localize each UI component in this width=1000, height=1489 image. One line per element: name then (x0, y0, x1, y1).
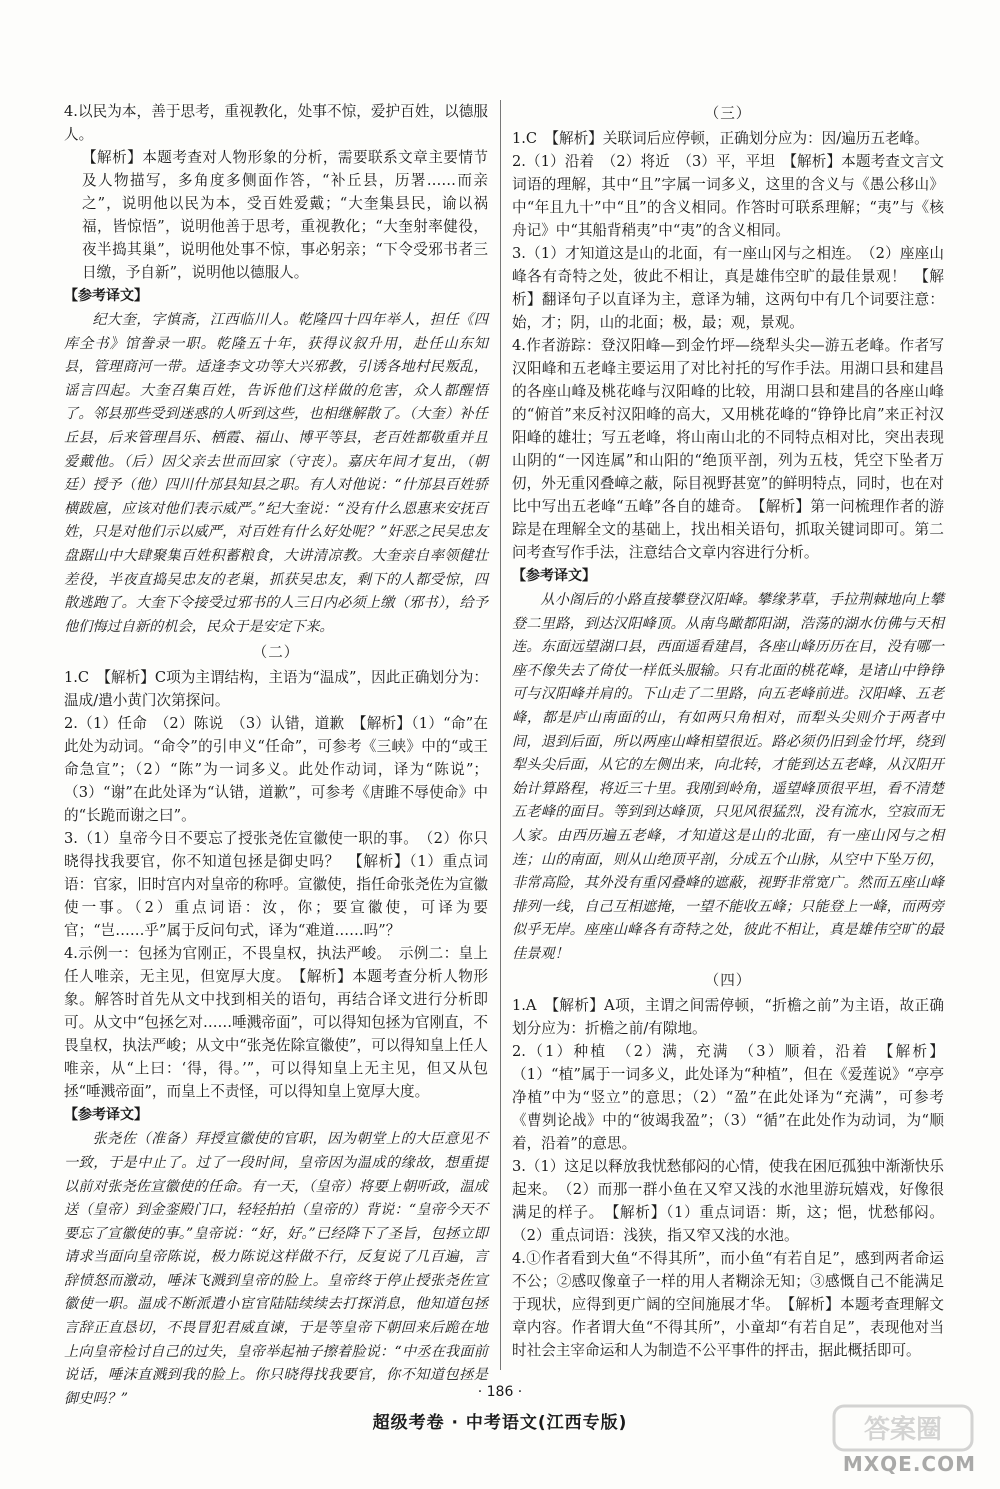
answer-item: 4.作者游踪：登汉阳峰—到金竹坪—绕犁头尖—游五老峰。作者写汉阳峰和五老峰主要运用了对比衬托的写作手法。用湖口县和建昌的各座山峰及桃花峰与汉阳峰的比较，用湖口县和建昌的各座山峰的“俯首”来反衬汉阳峰的高大，又用桃花峰的“铮铮比肩”来正衬汉阳峰的雄壮；写五老峰，将山南山北的不同特点相对比，突出表现山阴的“一冈连属”和山阳的“绝顶平剖，列为五枝，凭空下坠者万仞，外无重冈叠嶂之蔽，际目视野甚宽”的鲜明特点，同时，也在对比中写出五老峰“五峰”各自的雄奇。 【解析】第一问梳理作者的游踪是在理解全文的基础上，找出相关语句，抓取关键词即可。第二问考查写作手法，注意结合文章内容进行分析。 (512, 337, 944, 561)
answer-item: 4.示例一：包拯为官刚正，不畏皇权，执法严峻。 示例二：皇上任人唯亲，无主见，但宽厚大度。 【解析】本题考查分析人物形象。解答时首先从文中找到相关的语句，再结合译文进行分析即可。从文中“包拯乞对……唾溅帝面”，可以得知包拯为官刚直，不畏皇权，执法严峻；从文中“张尧佐除宣徽使”，可以得知皇上任人唯亲，从“上曰：‘得，得。’”，可以得知皇上无主见，但又从包拯“唾溅帝面”，而皇上不责怪，可以得知皇上宽厚大度。 (64, 945, 488, 1101)
answer-item: 3.（1）才知道这是山的北面，有一座山冈与之相连。 （2）座座山峰各有奇特之处，彼此不相让，真是雄伟空旷的最佳景观！ 【解析】翻译句子以直译为主，意译为辅，这两句中有几个词要注意：始，才；阴，山的北面；极，最；观，景观。 (512, 245, 944, 331)
answer-item: 4.①作者看到大鱼“不得其所”，而小鱼“有若自足”，感到两者命运不公；②感叹像童子一样的用人者糊涂无知；③感慨自己不能满足于现状，应得到更广阔的空间施展才华。 【解析】本题考查理解文章内容。作者谓大鱼“不得其所”，小童却“有若自足”，表现他对当时社会主宰命运和人为制造不公平事件的抨击，据此概括即可。 (512, 1249, 944, 1359)
analysis-paragraph: 【解析】本题考查对人物形象的分析，需要联系文章主要情节及人物描写，多角度多侧面作答，“补丘县，历署……而亲之”，说明他以民为本，受百姓爱戴；“大奎集县民，谕以祸福，皆惊悟”，说明他善于思考，重视教化；“大奎射率健役，夜半捣其巢”，说明他处事不惊，事必躬亲；“下令受邪书者三日缴，予自新”，说明他以德服人。 (82, 149, 488, 281)
translation-paragraph: 张尧佐（准备）拜授宣徽使的官职，因为朝堂上的大臣意见不一致，于是中止了。过了一段时间，皇帝因为温成的缘故，想重提以前对张尧佐宣徽使的任命。有一天，（皇帝）将要上朝听政，温成送（皇帝）到金銮殿门口，轻轻拍拍（皇帝的）背说：“皇帝今天不要忘了宣徽使的事。”皇帝说：“好，好。”已经降下了圣旨，包拯立即请求当面向皇帝陈说，极力陈说这样做不行，反复说了几百遍，言辞愤怒而激动，唾沫飞溅到皇帝的脸上。皇帝终于停止授张尧佐宣徽使一职。温成不断派遣小宦官陆陆续续去打探消息，他知道包拯言辞正直恳切，不畏冒犯君威直谏，于是等皇帝下朝回来后跪在地上向皇帝检讨自己的过失，皇帝举起袖子擦着脸说：“中丞在我面前说话，唾沫直溅到我的脸上。你只晓得找我要官，你不知道包拯是御史吗？” (64, 1131, 488, 1407)
translation-heading: 【参考译文】 (64, 288, 148, 304)
answer-item: 3.（1）皇帝今日不要忘了授张尧佐宣徽使一职的事。 （2）你只晓得找我要官，你不知道包拯是御史吗？ 【解析】（1）重点词语：官家，旧时宫内对皇帝的称呼。宣徽使，指任命张尧佐为宣徽使一事。（2）重点词语：汝，你；要宣徽使，可译为要官；“岂……乎”属于反问句式，译为“难道……吗”？ (64, 830, 488, 940)
watermark-logo-text: 答案圈 (863, 1415, 943, 1445)
translation-paragraph: 纪大奎，字慎斋，江西临川人。乾隆四十四年举人，担任《四库全书》馆誊录一职。乾隆五十年，获得议叙升用，赴任山东知县，管理商河一带。适逢李文功等大兴邪教，引诱各地村民叛乱，谣言四起。大奎召集百姓，告诉他们这样做的危害，众人都醒悟了。邻县那些受到迷惑的人听到这些，也相继解散了。（大奎）补任丘县，后来管理昌乐、栖霞、福山、博平等县，老百姓都敬重并且爱戴他。（后）因父亲去世而回家（守丧）。嘉庆年间才复出，（朝廷）授予（他）四川什邡县知县之职。有人对他说：“什邡县百姓骄横跋扈，应该对他们表示威严。”纪大奎说：“没有什么恩惠来安抚百姓，只是对他们示以威严，对百姓有什么好处呢？”奸恶之民吴忠友盘踞山中大肆聚集百姓积蓄粮食，大讲清凉教。大奎亲自率领健壮差役，半夜直捣吴忠友的老巢，抓获吴忠友，剩下的人都受惊，四散逃跑了。大奎下令接受过邪书的人三日内必须上缴（邪书），给予他们悔过自新的机会，民众于是安定下来。 (64, 312, 488, 635)
answer-item: 4.以民为本，善于思考，重视教化，处事不惊，爱护百姓，以德服人。 (64, 103, 488, 143)
answer-item: 1.C 【解析】关联词后应停顿，正确划分应为：因/遍历五老峰。 (512, 130, 929, 147)
watermark-text: MXQE.COM (842, 1452, 976, 1476)
translation-heading: 【参考译文】 (512, 568, 596, 584)
left-column (64, 100, 488, 1411)
book-title: 超级考卷 · 中考语文(江西专版) (372, 1413, 628, 1433)
answer-item: 1.A 【解析】A项，主谓之间需停顿，“折檐之前”为主语，故正确划分应为：折檐之前/有隙地。 (512, 996, 944, 1037)
answer-item: 3.（1）这足以释放我忧愁郁闷的心情，使我在困厄孤独中渐渐快乐起来。 （2）而那一群小鱼在又窄又浅的水池里游玩嬉戏，好像很满足的样子。 【解析】（1）重点词语：斯，这；悒，忧愁郁闷。（2）重点词语：浅狭，指又窄又浅的水池。 (512, 1157, 944, 1244)
section-heading: （三） (704, 105, 752, 122)
answer-item: 2.（1）沿着 （2）将近 （3）平，平坦 【解析】本题考查文言文词语的理解，其中“且”字属一词多义，这里的含义与《愚公移山》中“年且九十”中“且”的含义相同。作答时可联系理解；“夷”与《核舟记》中“其船背稍夷”中“夷”的含义相同。 (512, 153, 944, 239)
column-divider (500, 100, 501, 1370)
page-number: · 186 · (477, 1384, 523, 1400)
answer-item: 2.（1）任命 （2）陈说 （3）认错，道歉 【解析】（1）“命”在此处为动词。“命令”的引申义“任命”，可参考《三峡》中的“或王命急宣”；（2）“陈”为一词多义。此处作动词，译为“陈说”；（3）“谢”在此处译为“认错，道歉”，可参考《唐雎不辱使命》中的“长跪而谢之曰”。 (64, 715, 488, 825)
right-column (512, 100, 944, 1362)
translation-paragraph: 从小阁后的小路直接攀登汉阳峰。攀缘茅草，手拉荆棘地向上攀登二里路，到达汉阳峰顶。从南鸟瞰都阳湖，浩荡的湖水仿佛与天相连。东面远望湖口县，西面遥看建昌，各座山峰历历在目，没有哪一座不像失去了倚仗一样低头服输。只有北面的桃花峰，是诸山中铮铮可与汉阳峰并肩的。下山走了二里路，向五老峰前进。汉阳峰、五老峰，都是庐山南面的山，有如两只角相对，而犁头尖则介于两者中间，退到后面，所以两座山峰相望很近。路必须仍旧到金竹坪，绕到犁头尖后面，从它的左侧出来，向北转，才能到达五老峰，从汉阳开始计算路程，将近三十里。我刚到岭角，遥望峰顶很平坦，看不清楚五老峰的面目。等到到达峰顶，只见风很猛烈，没有流水，空寂而无人家。由西历遍五老峰，才知道这是山的北面，有一座山冈与之相连；山的南面，则从山绝顶平剖，分成五个山脉，从空中下坠万仞，非常高险，其外没有重冈叠峰的遮蔽，视野非常宽广。然而五座山峰排列一线，自己互相遮掩，一望不能收五峰；只能登上一峰，而两旁似乎无岸。座座山峰各有奇特之处，彼此不相让，真是雄伟空旷的最佳景观！ (512, 592, 944, 962)
section-heading: （四） (704, 971, 752, 989)
section-heading: （二） (252, 644, 300, 662)
answer-item: 2.（1）种植 （2）满，充满 （3）顺着，沿着 【解析】（1）“植”属于一词多义，此处译为“种植”，但在《爱莲说》“亭亭净植”中为“竖立”的意思；（2）“盈”在此处译为“充满”，可参考《曹刿论战》中的“彼竭我盈”；（3）“循”在此处作为动词，为“顺着，沿着”的意思。 (512, 1042, 944, 1152)
translation-heading: 【参考译文】 (64, 1107, 148, 1124)
answer-item: 1.C 【解析】C项为主谓结构，主语为“温成”，因此正确划分为：温成/遣小黄门次第探问。 (64, 669, 488, 710)
